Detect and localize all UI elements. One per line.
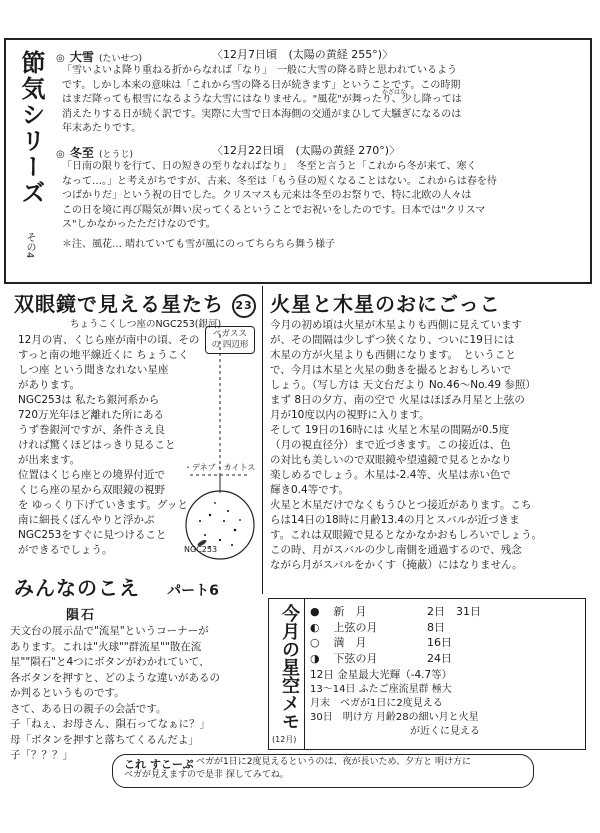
mars-line: そして 19日の16時には 火星と木星の間隔が0.5度 <box>270 424 510 436</box>
moon-phase-row <box>310 635 481 651</box>
sun-icon: ◎ <box>56 149 65 160</box>
touji-header <box>56 142 133 161</box>
diphda-label: ・デネブ・カイトス <box>184 463 256 472</box>
mars-line: が、その間隔は少しずつ狭くなり、ついに19日には <box>270 334 515 346</box>
voices-part: パート6 <box>167 583 219 599</box>
touji-name: 冬至 <box>69 146 94 160</box>
binocular-body <box>18 333 199 558</box>
taisetsu-date <box>212 46 393 62</box>
sky-memo-divider <box>304 599 305 749</box>
binocular-line: 720万光年ほど離れた所にある <box>18 409 165 421</box>
binocular-number: 23 <box>232 294 256 318</box>
mars-body <box>270 318 542 573</box>
sky-event: 13〜14日 ふたご座流星群 極大 <box>310 684 452 695</box>
ngc-label: NGC253 <box>184 545 218 554</box>
voices-line: さて、ある日の親子の会話です。 <box>10 702 167 715</box>
moon-phase-dates: 2日 31日 <box>427 605 481 618</box>
moon-phase-label: 新 月 <box>333 605 367 618</box>
voices-line: 母「ボタンを押すと落ちてくるんだよ」 <box>10 733 199 746</box>
touji-body <box>62 160 497 233</box>
binocular-line: NGC253は 私たち銀河系から <box>18 394 160 406</box>
new-moon-icon: ● <box>310 605 320 618</box>
binocular-title <box>14 288 256 318</box>
mars-line: （月の視直径分）まで近づきます。この接近は、色 <box>270 439 511 451</box>
voices-line: 天文台の展示品で"流星"というコーナーが <box>10 625 209 637</box>
binocular-title-text: 双眼鏡で見える星たち <box>14 292 224 316</box>
binocular-line: が出来ます。 <box>18 454 81 466</box>
mars-line: 木星の方が火星よりも西側になります。 ということ <box>270 349 516 361</box>
binocular-line: があります。 <box>18 379 81 391</box>
sky-event: が近くに見える <box>310 726 480 737</box>
mars-line: 輝き0.4等です。 <box>270 484 349 496</box>
binocular-line: ができるでしょう。 <box>18 544 113 556</box>
mars-line: しょう。（写し方は 天文台だより No.46〜No.49 参照） <box>270 379 536 391</box>
taisetsu-longitude: (太陽の黄経 255°)〉 <box>288 48 394 61</box>
sky-event: 30日 明け方 月齢28の細い月と火星 <box>310 712 479 723</box>
mars-title: 火星と木星のおにごっこ <box>270 292 501 316</box>
sky-events <box>310 668 480 739</box>
taisetsu-line: 消えたりする日が続く訳です。実際に大雪で日本海側の交通がまひして大騒ぎになるのは <box>62 108 462 120</box>
touji-line: つばかりだ」という祝の日でした。クリスマスも元来は冬至のお祭りで、特に北欧の人々は <box>62 190 472 201</box>
ruby-kazahana: かざはな <box>382 89 407 96</box>
mars-line: で、今月は木星と火星の動きを撮るとおもしろいで <box>270 364 512 376</box>
taisetsu-line: はまだ降っても根雪になるような大雪にはなりません。"風花"が舞ったり、少し降っては <box>62 94 462 105</box>
moon-phase-label: 満 月 <box>333 636 367 649</box>
mars-line: まず 8日の夕方、南の空で 火星はほぼみ月星と上弦の <box>270 394 525 406</box>
sky-event: 12日 金星最大光輝（-4.7等） <box>310 669 453 681</box>
touji-date-text: 〈12月22日頃 <box>212 144 284 157</box>
moon-phase-dates: 16日 <box>427 636 452 649</box>
binocular-line: くじら座の星から双眼鏡の視野 <box>18 484 165 496</box>
touji-line: 「日南の限りを行て、日の短きの至りなればなり」 冬至と言うと「これから冬が来て、寒く <box>62 161 477 172</box>
voices-subtitle: 隕石 <box>66 608 97 623</box>
mars-line: 今月の初め頃は火星が木星よりも西側に見えています <box>270 319 522 331</box>
taisetsu-header <box>56 46 142 65</box>
first-quarter-icon: ◐ <box>310 620 320 634</box>
last-quarter-icon: ◑ <box>310 651 320 665</box>
taisetsu-line: です。しかし本来の意味は「これから雪の降る日が続きます」ということです。この時期 <box>62 79 461 91</box>
voices-line: か判るというものです。 <box>10 687 125 699</box>
voices-line: あります。これは"火球""群流星""散在流 <box>10 640 202 653</box>
binocular-line: 南に細長くぼんやりと浮かぶ <box>18 514 155 526</box>
touji-line: ス"しかなかったただけなのです。 <box>62 219 216 230</box>
mars-line: らは14日の18時に月齢13.4の月とスバルが近づきま <box>270 514 520 526</box>
binocular-line: しつ座 という聞きなれない星座 <box>18 364 169 376</box>
voices-title: みんなのこえ <box>14 576 140 600</box>
footer-note-line: ベガが見えますので是非 探してみてね。 <box>124 770 289 780</box>
moon-phase-row <box>310 620 481 636</box>
seasonal-series-vertical-title: 節気シリーズ <box>17 50 45 206</box>
voices-line: 子「？？？」 <box>10 749 73 761</box>
mars-line: 火星と木星だけでなくもうひとつ接近があります。こち <box>270 499 532 511</box>
taisetsu-date-text: 〈12月7日頃 <box>212 48 277 61</box>
touji-line: この日を境に再び陽気が舞い戻ってくるということでお祝いをしたのです。日本では"クリスマ <box>62 204 486 216</box>
mars-line: 楽しめるでしょう。木星は-2.4等、火星は赤い色で <box>270 469 511 481</box>
mars-line: ながら月がスバルをかくす（掩蔽）にはなりません。 <box>270 559 523 571</box>
mars-line: 月が10度以内の視野に入ります。 <box>270 409 430 421</box>
taisetsu-line: 年末あたりです。 <box>62 123 142 134</box>
binocular-line: ければ驚くほどはっきり見ること <box>18 439 176 451</box>
pegasus-label: ペガスス の 四辺形 <box>205 326 255 354</box>
touji-reading: (とうじ) <box>98 150 133 160</box>
touji-date <box>212 142 400 158</box>
taisetsu-body <box>62 64 462 137</box>
moon-phase-dates: 8日 <box>427 620 445 634</box>
sky-memo-vertical-title: 今月の星空メモ <box>279 604 300 730</box>
moon-phase-label: 上弦の月 <box>333 620 378 634</box>
taisetsu-name: 大雪 <box>69 50 94 64</box>
taisetsu-line: 「雪いよいよ降り重ねる折からなれば「なり」 一般に大雪の降る時と思われているよう <box>62 65 457 76</box>
moon-phase-list <box>310 604 481 666</box>
moon-phase-row <box>310 651 481 667</box>
sky-event: 月末 ベガが1日に2度見える <box>310 698 443 709</box>
seasonal-series-part: その4 <box>24 232 35 259</box>
full-moon-icon: ○ <box>310 636 320 649</box>
binocular-line: 12月の宵、くじら座が南中の頃、その <box>18 334 200 346</box>
taisetsu-reading: (たいせつ) <box>98 54 142 64</box>
mars-line: す。これは双眼鏡で見るとなかなかおもしろいでしょう。 <box>270 529 543 541</box>
moon-phase-dates: 24日 <box>427 651 452 665</box>
touji-longitude: (太陽の黄経 270°)〉 <box>295 144 401 157</box>
binocular-subtitle: ちょうこくしつ座のNGC253(銀河) <box>70 319 222 330</box>
voices-line: 星""隕石"と4つにボタンがわかれていて、 <box>10 656 210 668</box>
binocular-line: すっと南の地平線近くに ちょうこく <box>18 349 189 361</box>
voices-line: 各ボタンを押すと、どのような違いがあるの <box>10 671 220 684</box>
snow-icon: ◎ <box>56 53 65 64</box>
column-divider <box>262 286 263 594</box>
mars-line: の対比も美しいので双眼鏡や望遠鏡で見るとかなり <box>270 454 512 466</box>
moon-phase-row <box>310 604 481 620</box>
binocular-line: NGC253をすぐに見つけること <box>18 529 167 541</box>
voices-body <box>10 624 220 764</box>
footer-note-line: ベガが1日に2度見えるというのは、夜が長いため、夕方と 明け方に <box>196 757 471 767</box>
voices-title-row <box>14 572 219 601</box>
touji-line: なって…。」と考えがちですが、古来、冬至は「もう昼の短くなることはない。これからは春を待 <box>62 175 497 187</box>
star-map <box>180 325 260 565</box>
star-map-svg <box>180 325 260 565</box>
binocular-line: 位置はくじら座との境界付近で <box>18 469 165 481</box>
binocular-line: を ゆっくり下げていきます。グッと <box>18 499 188 511</box>
moon-phase-label: 下弦の月 <box>333 651 378 665</box>
footer-note-label: これ すこーぷ <box>124 758 194 771</box>
sky-memo-month: (12月) <box>272 735 297 744</box>
voices-line: 子「ねぇ、お母さん、隕石ってなぁに？」 <box>10 718 211 730</box>
binocular-line: うず巻銀河ですが、条件さえ良 <box>18 424 165 436</box>
mars-line: この時、月がスバルの少し南側を通過するので、残念 <box>270 544 522 556</box>
kazahana-note: ＊注、風花… 晴れていても雪が風にのってちらちら舞う様子 <box>62 239 336 250</box>
footer-note-body <box>124 756 471 782</box>
